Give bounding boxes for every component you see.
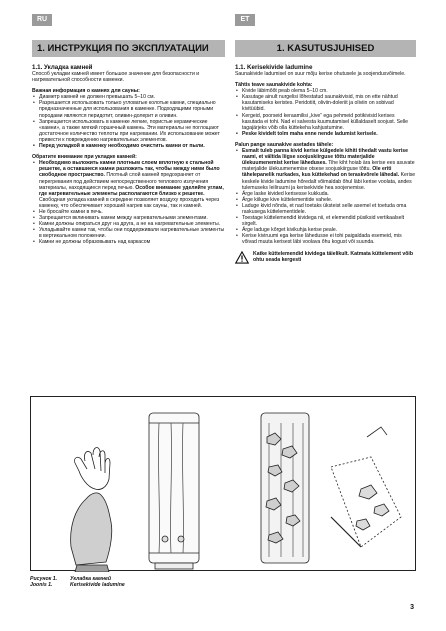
heading-ru: 1.1. Укладка камней <box>32 64 93 71</box>
lang-tag-et: ET <box>235 14 255 26</box>
section-header-ru: 1. ИНСТРУКЦИЯ ПО ЭКСПЛУАТАЦИИ <box>32 40 225 57</box>
list-item: • Разрешается использовать только угловатые колотые камни, специально предназначенные для использования в каменке. Подходящими горными породами являются перидотит, оливин-долерит и оливин. <box>32 100 225 118</box>
list-item: • Laduge kivid nõnda, et nad toetaks üksteist selle asemel et toetuda oma raskusega küttelementidele. <box>235 203 416 215</box>
list-item: • Укладывайте камни так, чтобы они поддерживали нагревательные элементы в вертикальном положении. <box>32 227 225 239</box>
attention-list-et <box>235 148 416 246</box>
heater-right <box>261 413 401 563</box>
heater-left <box>149 413 199 569</box>
gloved-hand-illustration <box>71 448 112 572</box>
figure-caption <box>30 576 125 588</box>
list-item: • Диаметр камней не должен превышать 5–10 см. <box>32 94 225 100</box>
caption-ru-text: Укладка камней <box>70 576 112 582</box>
list-item: • Не бросайте камни в печь. <box>32 209 225 215</box>
list-item: • Запрещается использовать в каменке легкие, пористые керамические «камни», а также мягкий горшечный камень. Эти материалы не поглощают достаточное количество теплоты при нагревании. Их использование может привести к повреждению нагревательных элементов. <box>32 119 225 143</box>
list-item: • Kasutage ainult nurgelisi lõhestatud saunakivisid, mis on ette nähtud kasutamiseks keristes. Peridotiit, oliviin-doleriit ja oliviin on sobivad kivitüübid. <box>235 94 416 112</box>
list-item: • Kivide läbimõõt peab olema 5–10 cm. <box>235 88 416 94</box>
list-item: • Peske kividelt tolm maha enne nende ladumist kerisele. <box>235 131 416 137</box>
caption-ru-label: Рисунок 1. <box>30 576 58 582</box>
page-number: 3 <box>410 604 414 611</box>
list-item: • Необходимо выложить камни плотным слоем вплотную к стальной решетке, а оставшиеся камни разложить так, чтобы между ними было свободное пространство. Плотный слой камней предохраняет от перегревания под действием непосредственного теплового излучения материалы, находящиеся перед печью. Особое внимание уделяйте углам, где нагревательные элементы располагаются близко к решетке. Свободная укладка камней в середине позволяет воздуху проходить через каменку, что обеспечивает хороший нагрев как сауны, так и камней. <box>32 160 225 209</box>
heading-et: 1.1. Kerisekivide ladumine <box>235 64 313 71</box>
attention-title-et: Palun pange saunakive asetades tähele: <box>235 141 334 148</box>
important-list-et <box>235 88 416 137</box>
list-item: • Kerise kiviruumi ega kerise lähedusse ei tohi paigaldada esemeid, mis võivad muuta kerisest läbi voolava õhu kogust või suunda. <box>235 233 416 245</box>
column-et <box>235 64 416 263</box>
important-list-ru <box>32 94 225 149</box>
attention-list-ru <box>32 160 225 245</box>
list-item: • Ärge laske kivided kerisesse kukkuda. <box>235 191 416 197</box>
intro-ru: Способ укладки камней имеет большое значение для безопасности и нагревательной способности каменки. <box>32 71 200 84</box>
lang-tag-ru: RU <box>32 14 52 26</box>
list-item: • Ärge laduge kõrget kivikuhja kerise peale. <box>235 227 416 233</box>
list-item: • Камни не должны образовывать над каркасом <box>32 239 225 245</box>
caption-et-text: Kerisekivide ladumine <box>70 582 125 588</box>
caption-et-label: Joonis 1. <box>30 582 53 588</box>
intro-et: Saunakivide ladumisel on suur mõju kerise ohutusele ja soojendusvõimele. <box>235 71 406 77</box>
list-item: • Kergeid, poorseid keraamilisi „kive“ ega pehmeid potikivisid kerises kasutada ei tohi. Nad ei salvesta kuumutamisel küllaldaselt soojust. Selle tagajärjeks võib olla küttekeha kahjustumine. <box>235 113 416 131</box>
column-ru <box>32 64 225 246</box>
list-item: • Toestage küttelemendid kividega nii, et elemendid püsiksid vertikaalselt sirgelt. <box>235 215 416 227</box>
figure-stone-stacking <box>30 396 416 571</box>
list-item: • Esmalt tuleb panna kivid kerise külgedele kihiti tihedalt vastu kerise raami, et vältida liigse soojuskiirguse tõttu materjalide ülekuumenemist kerise läheduses. Tihe kiht hoiab ära kerise ees asuvate materjalide ülekuumenemise otsese soojuskiirguse tõttu. Ole eriti tähelepanelik nurkades, kus küttekehad on teraskvõrele lähedal. Kerise keskele kivide ladumine hõredalt võimaldab õhul läbi kerise voolata, andes tulemuseks leiliruumi ja kerisekivide hea soojenemise. <box>235 148 416 191</box>
attention-title-ru: Обратите внимание при укладке камней: <box>32 154 137 161</box>
list-item: • Перед укладкой в каменку необходимо очистить камни от пыли. <box>32 143 225 149</box>
heater-illustration <box>31 397 417 572</box>
important-title-et: Tähtis teave saunakivide kohta: <box>235 82 313 89</box>
list-item: • Запрещается вклинивать камни между нагревательными элементами. <box>32 215 225 221</box>
important-title-ru: Важная информация о камнях для сауны: <box>32 88 140 95</box>
warning-icon <box>235 251 249 264</box>
warning-note: Katke küttelemendid kividega täielikult. Katmata küttelement võib ohtu seada kergesti <box>235 251 416 263</box>
section-header-et: 1. KASUTUSJUHISED <box>235 40 416 57</box>
list-item: • Камни должны опираться друг на друга, а не на нагревательные элементы. <box>32 221 225 227</box>
list-item: • Ärge kiiluge kive küttelementide vahele. <box>235 197 416 203</box>
